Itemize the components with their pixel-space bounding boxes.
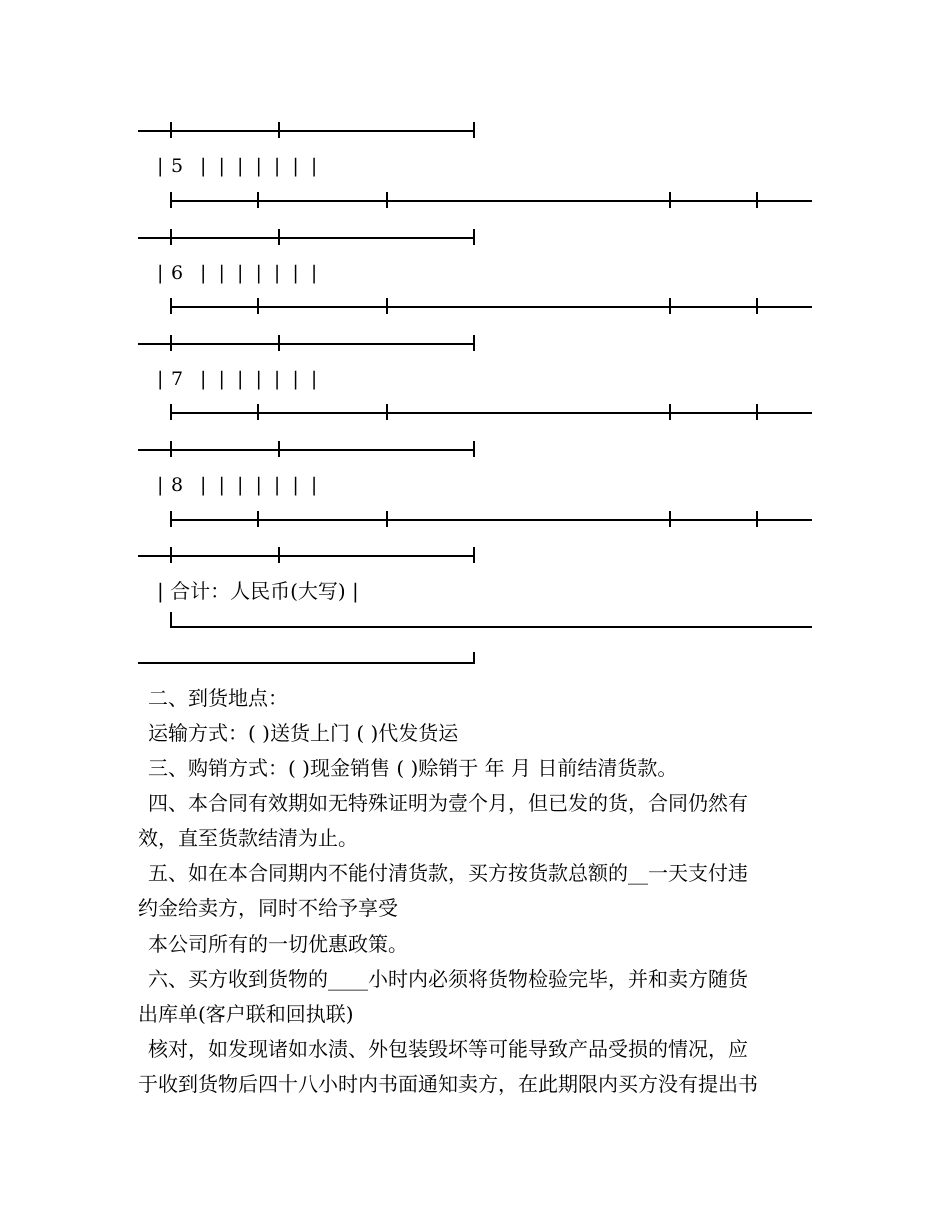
row-cells: | | | | | | | bbox=[200, 474, 318, 496]
clause-inspection-line4: 于收到货物后四十八小时内书面通知卖方，在此期限内买方没有提出书 bbox=[138, 1072, 758, 1096]
clause-inspection-line1: 六、买方收到货物的____小时内必须将货物检验完毕，并和卖方随货 bbox=[148, 967, 748, 991]
row-number: 7 bbox=[171, 368, 184, 390]
total-label: | 合计：人民币(大写) | bbox=[157, 579, 359, 603]
row-cells: | | | | | | | bbox=[200, 155, 318, 177]
row-bar: | bbox=[157, 155, 164, 177]
row-bar: | bbox=[157, 474, 164, 496]
clause-sales-method: 三、购销方式：( )现金销售 ( )赊销于 年 月 日前结清货款。 bbox=[148, 756, 678, 780]
row-number: 5 bbox=[171, 155, 184, 177]
row-bar: | bbox=[157, 262, 164, 284]
row-number: 6 bbox=[171, 262, 184, 284]
clause-transport-method: 运输方式：( )送货上门 ( )代发货运 bbox=[148, 721, 459, 745]
row-number: 8 bbox=[171, 474, 184, 496]
clause-validity-line1: 四、本合同有效期如无特殊证明为壹个月，但已发的货，合同仍然有 bbox=[148, 791, 748, 815]
clause-penalty-line3: 本公司所有的一切优惠政策。 bbox=[148, 932, 408, 956]
clause-validity-line2: 效，直至货款结清为止。 bbox=[138, 826, 358, 850]
clause-delivery-location: 二、到货地点： bbox=[148, 686, 288, 710]
clause-inspection-line2: 出库单(客户联和回执联) bbox=[138, 1002, 354, 1026]
clause-inspection-line3: 核对，如发现诸如水渍、外包装毁坏等可能导致产品受损的情况，应 bbox=[148, 1037, 748, 1061]
clause-penalty-line1: 五、如在本合同期内不能付清货款，买方按货款总额的__一天支付违 bbox=[148, 861, 748, 885]
row-bar: | bbox=[157, 368, 164, 390]
row-cells: | | | | | | | bbox=[200, 262, 318, 284]
clause-penalty-line2: 约金给卖方，同时不给予享受 bbox=[138, 896, 398, 920]
row-cells: | | | | | | | bbox=[200, 368, 318, 390]
